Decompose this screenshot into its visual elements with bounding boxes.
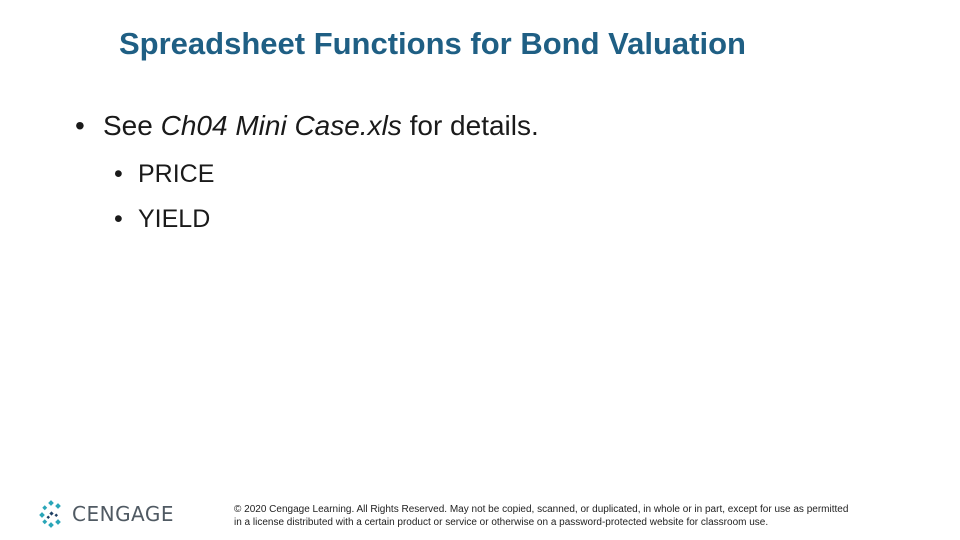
main-bullet-suffix: for details. [401,110,539,141]
sub-bullet-label: PRICE [138,160,215,188]
sub-bullet-label: YIELD [138,205,211,233]
sub-bullet-yield [114,205,210,234]
main-bullet [75,110,539,142]
copyright-line-1: © 2020 Cengage Learning. All Rights Reserved. May not be copied, scanned, or duplicated, in whole or in part, except for use as permitted [234,504,849,515]
slide-title: Spreadsheet Functions for Bond Valuation [119,26,746,61]
main-bullet-filename: Ch04 Mini Case.xls [160,110,402,141]
bullet-glyph: • [114,160,123,188]
bullet-glyph: • [75,110,85,141]
bullet-glyph: • [114,205,123,233]
copyright-line-2: in a license distributed with a certain product or service or otherwise on a password-protected website for classroom use. [234,517,769,528]
sub-bullet-price [114,160,214,189]
copyright-notice [234,503,934,529]
cengage-logo-text: CENGAGE [72,502,175,526]
cengage-logo [38,497,174,531]
cengage-logo-icon [38,499,68,529]
main-bullet-prefix: See [103,110,161,141]
